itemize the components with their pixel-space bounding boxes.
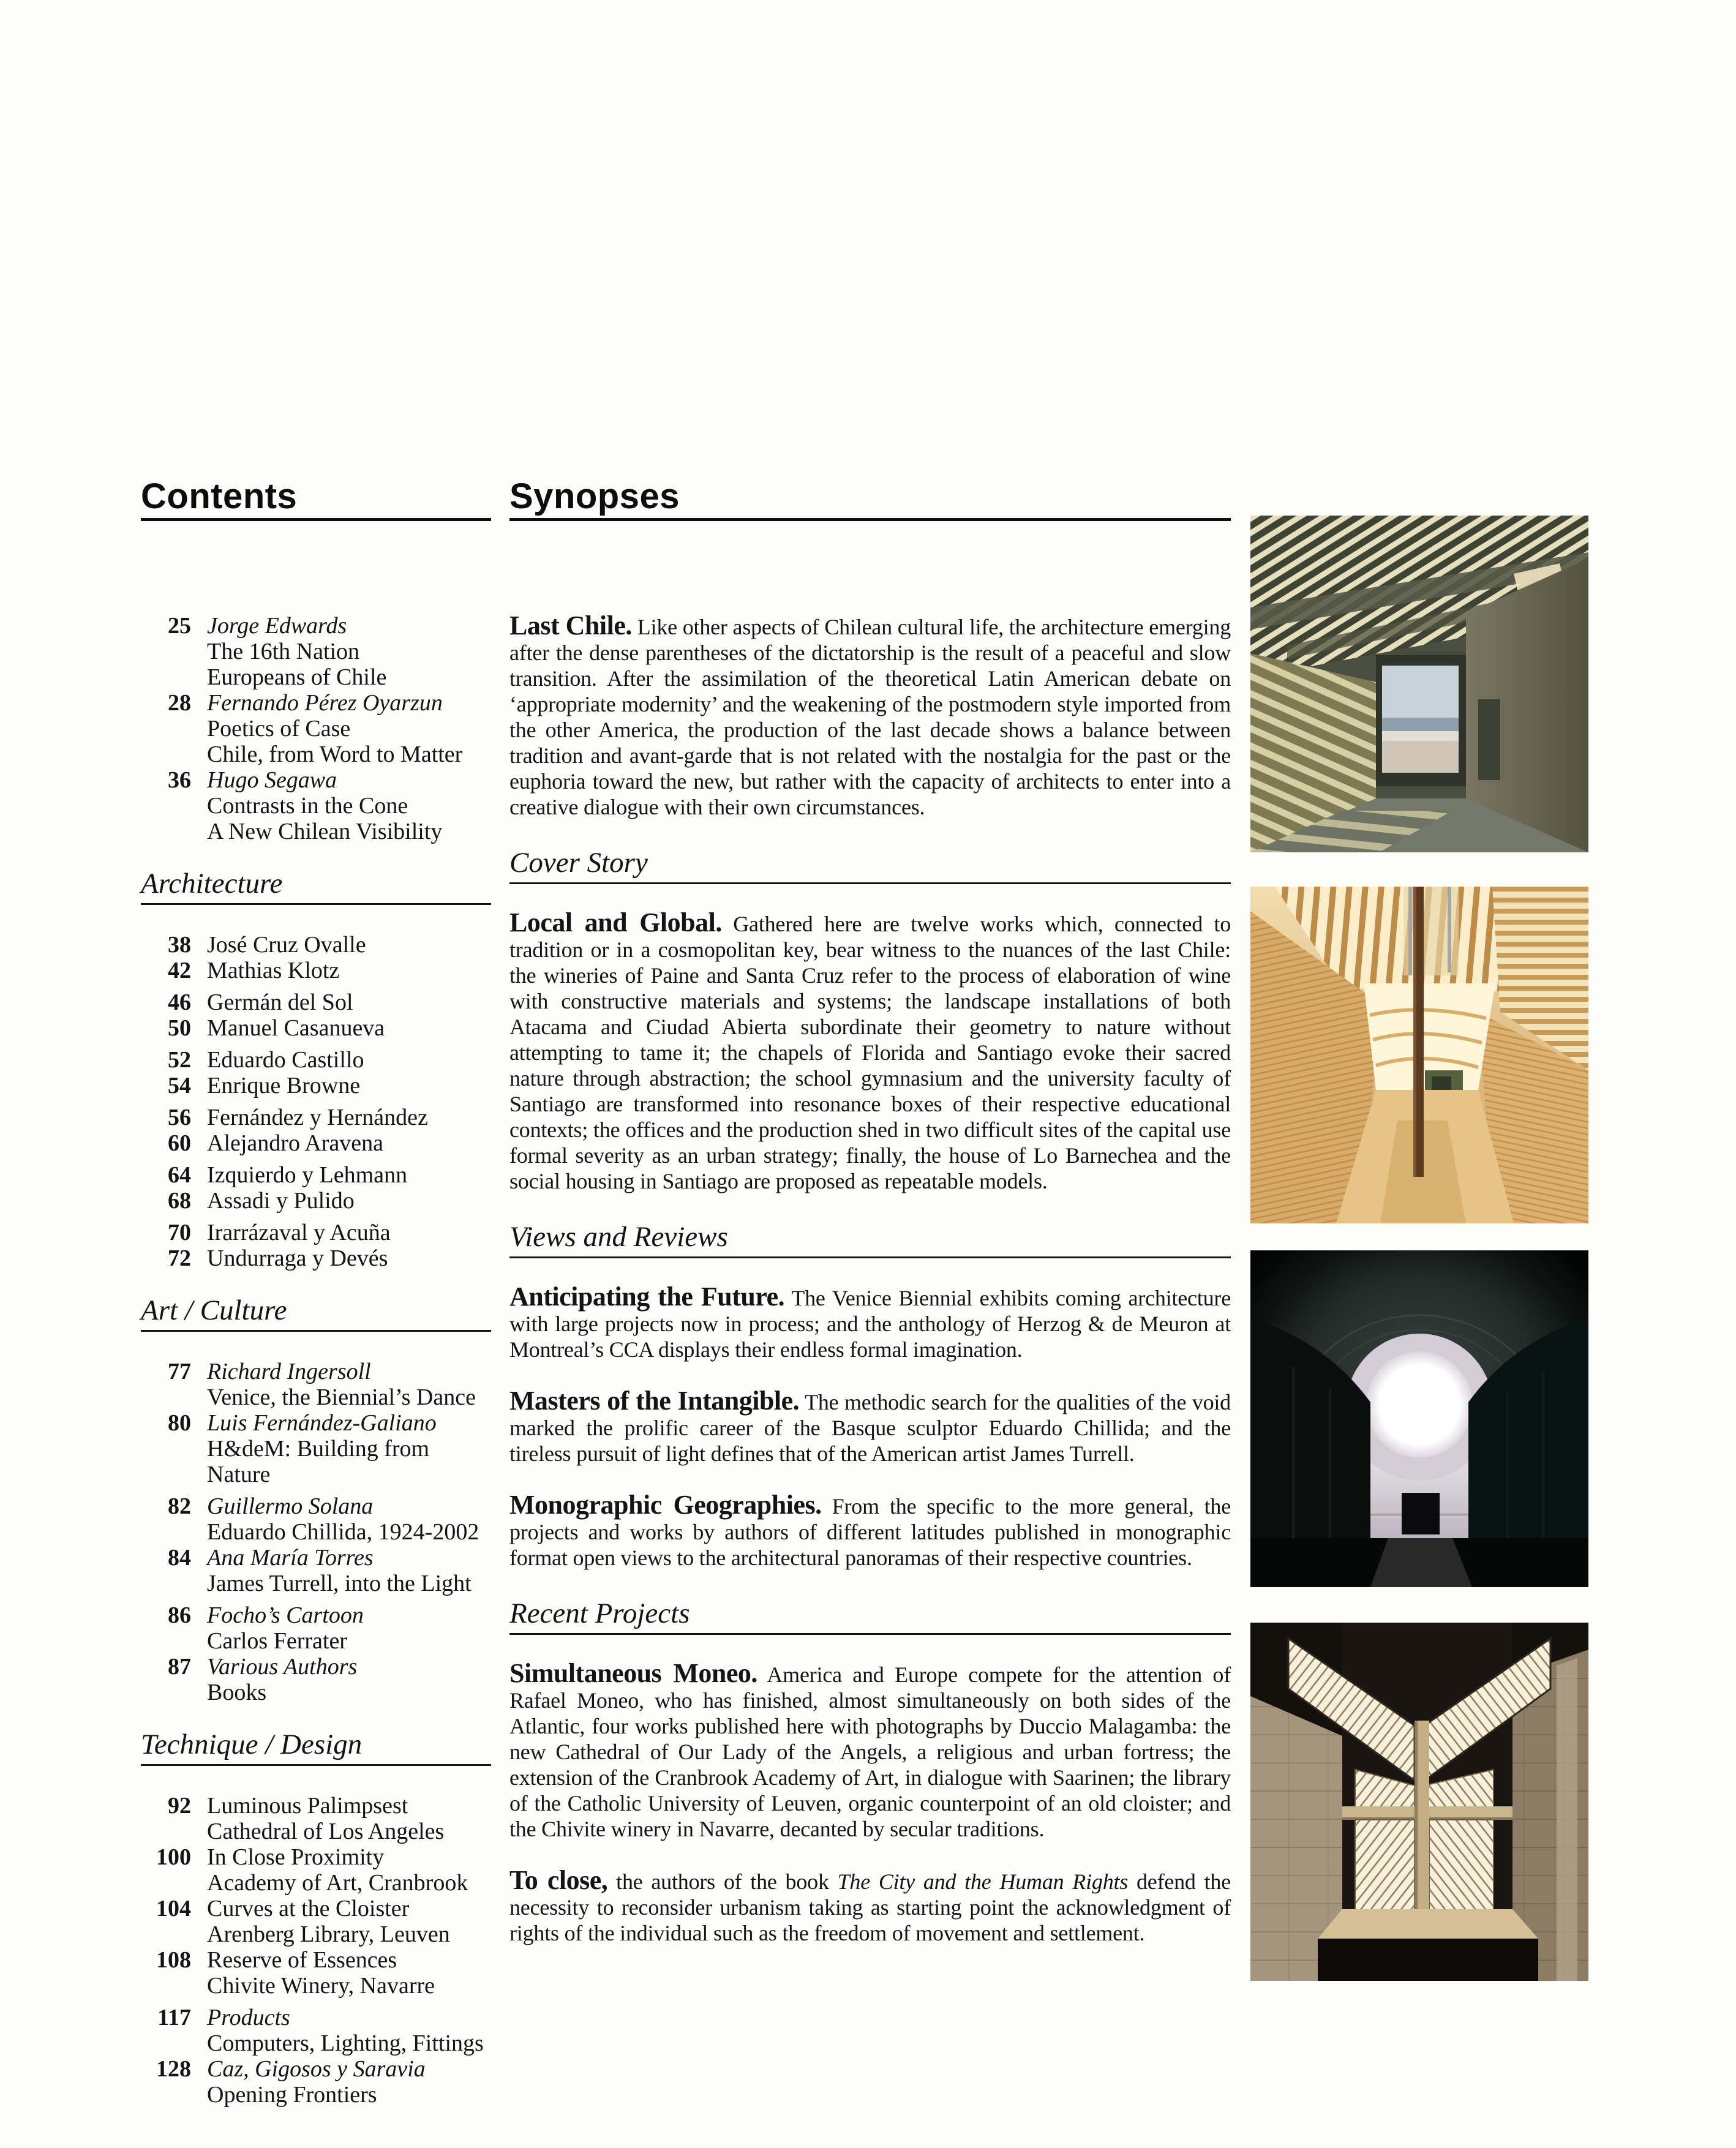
paragraph-text: Gathered here are twelve works which, connected to tradition or in a cosmopolitan key, bear witness to the nuances of the last Chile: the wineries of Paine and Santa Cruz refer to the process of elaboration of wine with constructive materials and systems; the landscape installations of both Atacama and Ciudad Abierta subordinate their geometry to nature without attempting to tame it; the chapels of Florida and Santiago evoke their sacred nature through abstraction; the school gymnasium and the university faculty of Santiago are transformed into resonance boxes of their respective educational contexts; the offices and the production shed in two difficult sites of the capital use formal severity as an urban strategy; finally, the house of Lo Barnechea and the social housing in Santiago are proposed as repeatable models. xyxy=(509,912,1231,1193)
synopses-title-rule xyxy=(509,518,1231,521)
synopsis-section-title: Recent Projects xyxy=(509,1598,690,1629)
toc-section-0 xyxy=(141,869,491,1271)
toc-item-84 xyxy=(141,1545,491,1596)
toc-title-line: Reserve of Essences xyxy=(207,1947,397,1973)
toc-entry-text xyxy=(207,690,462,767)
toc-entry-text xyxy=(207,1896,450,1947)
toc-title-line: H&deM: Building from Nature xyxy=(207,1436,430,1487)
paragraph-lead: Local and Global. xyxy=(509,907,722,937)
paragraph-text: Like other aspects of Chilean cultural life, the architecture emerging after the dense parentheses of the dictatorship is the result of a peaceful and slow transition. After the assimilation of the theoretical Latin American debate on ‘appropriate modernity’ and the weakening of the postmodern style imported from the other America, the production of the last decade shows a balance between tradition and avant-garde that is not related with the nostalgia for the past or the euphoria toward the new, but rather with the capacity of architects to enter into a creative dialogue with their own circumstances. xyxy=(509,615,1231,819)
toc-title-line: James Turrell, into the Light xyxy=(207,1571,472,1596)
toc-page-number: 56 xyxy=(168,1105,191,1130)
toc-item-52 xyxy=(141,1047,491,1073)
toc-entry-text xyxy=(207,1410,491,1487)
toc-section-rule xyxy=(141,903,491,905)
synopsis-section-rule xyxy=(509,882,1231,884)
toc-item-70 xyxy=(141,1220,491,1245)
toc-entry-text xyxy=(207,1015,385,1041)
photo-light-tunnel-oculus xyxy=(1250,1250,1588,1587)
toc-item-87 xyxy=(141,1654,491,1705)
toc-title-line: Izquierdo y Lehmann xyxy=(207,1162,408,1188)
toc-title-line: Manuel Casanueva xyxy=(207,1015,385,1041)
synopsis-group-2 xyxy=(509,1222,1231,1571)
paragraph-lead: Last Chile. xyxy=(509,610,632,640)
toc-item-117 xyxy=(141,2005,491,2056)
toc-title-line: Eduardo Chillida, 1924-2002 xyxy=(207,1519,479,1545)
toc-title-line: Undurraga y Devés xyxy=(207,1245,388,1271)
synopsis-section-title: Cover Story xyxy=(509,847,648,879)
paragraph-lead: To close, xyxy=(509,1865,608,1895)
contents-title: Contents xyxy=(141,476,298,516)
toc-entry-text xyxy=(207,1188,355,1214)
toc-entry-text xyxy=(207,1947,435,1999)
toc-item-80 xyxy=(141,1410,491,1487)
toc-entry-text xyxy=(207,932,366,958)
toc-item-108 xyxy=(141,1947,491,1999)
toc-title-line: Assadi y Pulido xyxy=(207,1188,355,1214)
toc-item-46 xyxy=(141,990,491,1015)
toc-entry-text xyxy=(207,1793,444,1844)
book-title: The City and the Human Rights xyxy=(837,1869,1129,1894)
toc-author-line: Fernando Pérez Oyarzun xyxy=(207,690,443,716)
contents-list xyxy=(141,613,491,2108)
toc-item-56 xyxy=(141,1105,491,1130)
toc-title-line: Chivite Winery, Navarre xyxy=(207,1973,435,1999)
paragraph-lead: Monographic Geographies. xyxy=(509,1490,822,1520)
toc-item-25 xyxy=(141,613,491,690)
toc-title-line: Chile, from Word to Matter xyxy=(207,742,463,767)
toc-page-number: 70 xyxy=(168,1220,191,1245)
photo-column xyxy=(1250,516,1588,1985)
toc-title-line: Arenberg Library, Leuven xyxy=(207,1921,450,1947)
toc-page-number: 54 xyxy=(168,1073,191,1098)
synopsis-section-rule xyxy=(509,1256,1231,1258)
paragraph-lead: Masters of the Intangible. xyxy=(509,1386,800,1416)
toc-page-number: 72 xyxy=(168,1245,191,1271)
paragraph-text: The methodic search for the qualities of the void marked the prolific career of the Basque sculptor Eduardo Chillida; and the tireless pursuit of light defines that of the American artist James Turrell. xyxy=(509,1390,1231,1466)
toc-entry-text xyxy=(207,767,442,844)
toc-entry-text xyxy=(207,1359,476,1410)
toc-page-number: 42 xyxy=(168,958,191,983)
toc-page-number: 28 xyxy=(168,690,191,716)
toc-page-number: 84 xyxy=(168,1545,191,1571)
toc-entry-text xyxy=(207,1130,383,1156)
contents-column xyxy=(141,476,491,2108)
toc-title-line: In Close Proximity xyxy=(207,1844,385,1870)
toc-item-104 xyxy=(141,1896,491,1947)
toc-section-title: Architecture xyxy=(141,868,283,899)
toc-title-line: Computers, Lighting, Fittings xyxy=(207,2030,484,2056)
toc-item-86 xyxy=(141,1602,491,1654)
toc-author-line: Hugo Segawa xyxy=(207,767,337,793)
toc-item-54 xyxy=(141,1073,491,1098)
toc-title-line: Alejandro Aravena xyxy=(207,1130,384,1156)
toc-item-92 xyxy=(141,1793,491,1844)
toc-item-72 xyxy=(141,1245,491,1271)
toc-page-number: 60 xyxy=(168,1130,191,1156)
toc-item-128 xyxy=(141,2056,491,2108)
synopses-list xyxy=(509,610,1231,1946)
toc-item-68 xyxy=(141,1188,491,1214)
toc-page-number: 80 xyxy=(168,1410,191,1436)
toc-entry-text xyxy=(207,1162,407,1188)
toc-entry-text xyxy=(207,1844,468,1896)
synopsis-group-3 xyxy=(509,1599,1231,1946)
synopsis-paragraph xyxy=(509,1658,1231,1842)
synopses-title: Synopses xyxy=(509,476,680,516)
paragraph-text: defend the necessity to reconsider urbanism taking as starting point the acknowledgment of rights of the individual such as the freedom of movement and settlement. xyxy=(509,1869,1231,1945)
toc-title-line: José Cruz Ovalle xyxy=(207,932,366,958)
toc-item-38 xyxy=(141,932,491,958)
toc-page-number: 82 xyxy=(168,1493,191,1519)
toc-title-line: Curves at the Cloister xyxy=(207,1896,410,1921)
synopsis-paragraph xyxy=(509,1865,1231,1946)
toc-page-number: 52 xyxy=(168,1047,191,1073)
toc-entry-text xyxy=(207,2005,484,2056)
toc-section-rule xyxy=(141,1330,491,1332)
toc-title-line: Europeans of Chile xyxy=(207,664,387,690)
toc-page-number: 108 xyxy=(156,1947,191,1973)
toc-page-number: 36 xyxy=(168,767,191,793)
synopsis-paragraph xyxy=(509,1284,1231,1362)
toc-section-items xyxy=(141,1359,491,1705)
synopsis-section-title: Views and Reviews xyxy=(509,1221,728,1253)
toc-section-2 xyxy=(141,1730,491,2108)
toc-item-42 xyxy=(141,958,491,983)
toc-title-line: Germán del Sol xyxy=(207,990,353,1015)
toc-author-line: Products xyxy=(207,2005,290,2030)
toc-author-line: Jorge Edwards xyxy=(207,613,347,639)
toc-author-line: Focho’s Cartoon xyxy=(207,1602,364,1628)
toc-entry-text xyxy=(207,1047,364,1073)
toc-section-items xyxy=(141,932,491,1271)
synopses-column xyxy=(509,476,1231,1946)
toc-page-number: 87 xyxy=(168,1654,191,1680)
toc-title-line: Cathedral of Los Angeles xyxy=(207,1819,445,1844)
toc-item-64 xyxy=(141,1162,491,1188)
toc-item-82 xyxy=(141,1493,491,1545)
toc-title-line: Academy of Art, Cranbrook xyxy=(207,1870,468,1896)
paragraph-text: The Venice Biennial exhibits coming architecture with large projects now in process; and the anthology of Herzog & de Meuron at Montreal’s CCA displays their endless formal imagination. xyxy=(509,1286,1231,1362)
toc-title-line: Venice, the Biennial’s Dance xyxy=(207,1384,476,1410)
toc-section-items xyxy=(141,1793,491,2108)
photo-cathedral-cross-window xyxy=(1250,1623,1588,1981)
paragraph-text: America and Europe compete for the attention of Rafael Moneo, who has finished, almost simultaneously on both sides of the Atlantic, four works published here with photographs by Duccio Malagamba: the new Cathedral of Our Lady of the Angels, a religious and urban fortress; the extension of the Cranbrook Academy of Art, in dialogue with Saarinen; the library of the Catholic University of Leuven, organic counterpoint of an old cloister; and the Chivite winery in Navarre, decanted by secular traditions. xyxy=(509,1662,1231,1841)
toc-title-line: Books xyxy=(207,1680,267,1705)
toc-entry-text xyxy=(207,613,386,690)
toc-section-title: Art / Culture xyxy=(141,1294,287,1326)
toc-page-number: 64 xyxy=(168,1162,191,1188)
toc-page-number: 128 xyxy=(156,2056,191,2082)
toc-entry-text xyxy=(207,2056,426,2108)
toc-item-36 xyxy=(141,767,491,844)
paragraph-lead: Simultaneous Moneo. xyxy=(509,1658,757,1688)
synopsis-paragraph xyxy=(509,610,1231,820)
paragraph-lead: Anticipating the Future. xyxy=(509,1282,785,1312)
toc-page-number: 68 xyxy=(168,1188,191,1214)
toc-title-line: A New Chilean Visibility xyxy=(207,819,443,844)
toc-entry-text xyxy=(207,1654,357,1705)
contents-title-rule xyxy=(141,518,491,521)
toc-entry-text xyxy=(207,1245,388,1271)
toc-title-line: Mathias Klotz xyxy=(207,958,340,983)
toc-author-line: Richard Ingersoll xyxy=(207,1359,371,1384)
toc-page-number: 25 xyxy=(168,613,191,639)
toc-item-50 xyxy=(141,1015,491,1041)
toc-title-line: Enrique Browne xyxy=(207,1073,361,1098)
toc-entry-text xyxy=(207,1602,364,1654)
toc-title-line: Fernández y Hernández xyxy=(207,1105,428,1130)
toc-page-number: 92 xyxy=(168,1793,191,1819)
synopsis-paragraph xyxy=(509,1388,1231,1466)
toc-item-60 xyxy=(141,1130,491,1156)
toc-author-line: Luis Fernández-Galiano xyxy=(207,1410,437,1436)
toc-entry-text xyxy=(207,1545,472,1596)
toc-author-line: Various Authors xyxy=(207,1654,358,1680)
toc-entry-text xyxy=(207,1493,479,1545)
synopsis-group-1 xyxy=(509,848,1231,1194)
synopsis-paragraph xyxy=(509,907,1231,1194)
toc-author-line: Guillermo Solana xyxy=(207,1493,374,1519)
toc-title-line: Contrasts in the Cone xyxy=(207,793,408,819)
toc-intro-block xyxy=(141,613,491,844)
toc-author-line: Ana María Torres xyxy=(207,1545,374,1571)
toc-page-number: 50 xyxy=(168,1015,191,1041)
paragraph-text: From the specific to the more general, the projects and works by authors of different latitudes published in monographic format open views to the architectural panoramas of their respective countries. xyxy=(509,1494,1231,1570)
toc-title-line: Luminous Palimpsest xyxy=(207,1793,408,1819)
toc-item-28 xyxy=(141,690,491,767)
toc-entry-text xyxy=(207,1073,360,1098)
toc-page-number: 117 xyxy=(157,2005,191,2030)
synopsis-paragraph xyxy=(509,1492,1231,1571)
toc-title-line: Poetics of Case xyxy=(207,716,351,742)
toc-item-77 xyxy=(141,1359,491,1410)
synopsis-section-rule xyxy=(509,1633,1231,1635)
toc-title-line: Irarrázaval y Acuña xyxy=(207,1220,391,1245)
toc-title-line: Opening Frontiers xyxy=(207,2082,377,2108)
toc-page-number: 86 xyxy=(168,1602,191,1628)
toc-author-line: Caz, Gigosos y Saravia xyxy=(207,2056,426,2082)
toc-section-1 xyxy=(141,1296,491,1705)
toc-item-100 xyxy=(141,1844,491,1896)
toc-section-rule xyxy=(141,1764,491,1766)
toc-page-number: 46 xyxy=(168,990,191,1015)
toc-page-number: 38 xyxy=(168,932,191,958)
toc-section-title: Technique / Design xyxy=(141,1729,363,1760)
toc-page-number: 77 xyxy=(168,1359,191,1384)
photo-corridor-sea-view xyxy=(1250,516,1588,852)
toc-entry-text xyxy=(207,1105,428,1130)
photo-wooden-hall-interior xyxy=(1250,887,1588,1223)
toc-entry-text xyxy=(207,1220,391,1245)
toc-page-number: 104 xyxy=(156,1896,191,1921)
synopsis-group-0 xyxy=(509,610,1231,820)
toc-page-number: 100 xyxy=(156,1844,191,1870)
paragraph-text: the authors of the book xyxy=(607,1869,838,1894)
toc-title-line: Carlos Ferrater xyxy=(207,1628,347,1654)
toc-title-line: Eduardo Castillo xyxy=(207,1047,364,1073)
toc-entry-text xyxy=(207,990,353,1015)
toc-title-line: The 16th Nation xyxy=(207,639,360,664)
toc-entry-text xyxy=(207,958,339,983)
